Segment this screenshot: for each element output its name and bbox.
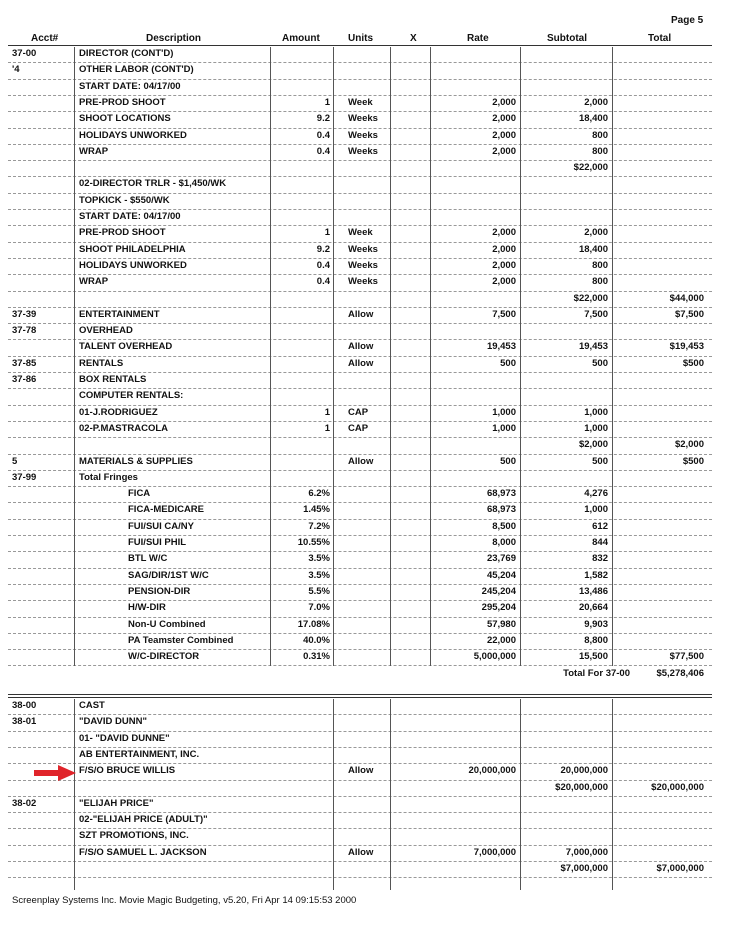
- cell-subtotal: $20,000,000: [555, 781, 608, 793]
- table-row: [0, 585, 735, 601]
- table-row: [0, 129, 735, 145]
- cell-rate: 2,000: [492, 145, 516, 157]
- cell-desc: TALENT OVERHEAD: [79, 341, 173, 353]
- header-rate: Rate: [467, 33, 489, 44]
- table-row: [0, 503, 735, 519]
- cell-subtotal: 15,500: [578, 651, 608, 663]
- cell-subtotal: 612: [592, 520, 608, 532]
- cell-rate: 295,204: [481, 602, 516, 614]
- cell-total: $77,500: [669, 651, 704, 663]
- cell-desc: START DATE: 04/17/00: [79, 80, 181, 92]
- table-row: [0, 243, 735, 259]
- cell-rate: 5,000,000: [473, 651, 516, 663]
- cell-acct: 38-02: [12, 797, 37, 809]
- table-row: [0, 292, 735, 308]
- cell-rate: 1,000: [492, 422, 516, 434]
- cast-rule-2: [8, 697, 712, 698]
- cell-amount: 0.31%: [303, 651, 330, 663]
- table-row: [0, 552, 735, 568]
- cell-subtotal: 832: [592, 553, 608, 565]
- cell-subtotal: 1,000: [584, 422, 608, 434]
- cell-amount: 5.5%: [308, 585, 330, 597]
- column-divider: [74, 699, 75, 890]
- cell-units: Weeks: [348, 259, 378, 271]
- cell-units: Allow: [348, 341, 374, 353]
- section-total-label: Total For 37-00: [563, 668, 630, 680]
- cell-subtotal: 9,903: [584, 618, 608, 630]
- page-number: Page 5: [671, 15, 704, 26]
- cell-rate: 245,204: [481, 585, 516, 597]
- cell-fringe: FICA-MEDICARE: [128, 504, 204, 516]
- cell-desc: AB ENTERTAINMENT, INC.: [79, 748, 200, 760]
- header-units: Units: [348, 33, 373, 44]
- table-row: [0, 275, 735, 291]
- table-row: [0, 618, 735, 634]
- cell-fringe: FICA: [128, 488, 151, 500]
- table-row: [0, 389, 735, 405]
- cell-acct: 37-39: [12, 308, 37, 320]
- cell-rate: 45,204: [486, 569, 516, 581]
- cell-rate: 2,000: [492, 96, 516, 108]
- cell-fringe: FUI/SUI CA/NY: [128, 520, 194, 532]
- table-row: [0, 715, 735, 731]
- table-row: [0, 373, 735, 389]
- cell-desc: MATERIALS & SUPPLIES: [79, 455, 193, 467]
- cell-desc: RENTALS: [79, 357, 124, 369]
- cell-units: Allow: [348, 308, 374, 320]
- cell-amount: 0.4: [316, 145, 330, 157]
- table-row: [0, 536, 735, 552]
- cell-units: Week: [348, 227, 373, 239]
- cell-amount: 9.2: [316, 243, 330, 255]
- header-acct: Acct#: [31, 33, 59, 44]
- cell-subtotal: 18,400: [578, 113, 608, 125]
- cell-acct: 5: [12, 455, 18, 467]
- cell-amount: 0.4: [316, 129, 330, 141]
- cell-desc: PRE-PROD SHOOT: [79, 96, 166, 108]
- column-divider: [520, 47, 521, 666]
- table-row: [0, 650, 735, 666]
- cell-desc: PRE-PROD SHOOT: [79, 227, 166, 239]
- section-total-row: [0, 667, 735, 683]
- column-divider: [430, 47, 431, 666]
- cell-subtotal: 800: [592, 259, 608, 271]
- column-divider: [612, 47, 613, 666]
- cell-rate: 7,000,000: [473, 846, 516, 858]
- cell-subtotal: 7,000,000: [565, 846, 608, 858]
- header-rule: [8, 45, 712, 46]
- cell-rate: 1,000: [492, 406, 516, 418]
- table-row: [0, 145, 735, 161]
- cell-amount: 40.0%: [303, 634, 330, 646]
- column-divider: [270, 47, 271, 666]
- cell-subtotal: $7,000,000: [560, 863, 608, 874]
- table-row: [0, 569, 735, 585]
- cell-subtotal: 800: [592, 276, 608, 288]
- cell-units: CAP: [348, 422, 369, 434]
- table-row: [0, 96, 735, 112]
- cell-amount: 7.2%: [308, 520, 330, 532]
- cell-acct: 38-01: [12, 716, 37, 728]
- table-row: [0, 601, 735, 617]
- table-row: [0, 699, 735, 715]
- cell-units: Weeks: [348, 113, 378, 125]
- cell-rate: 500: [500, 455, 516, 467]
- cell-subtotal: 1,582: [584, 569, 608, 581]
- cell-desc: 01-J.RODRIGUEZ: [79, 406, 158, 418]
- cell-rate: 19,453: [486, 341, 516, 353]
- cell-desc: WRAP: [79, 145, 109, 157]
- cell-fringe: PA Teamster Combined: [128, 634, 234, 646]
- cell-total: $500: [682, 357, 704, 369]
- cell-acct: 38-00: [12, 700, 37, 711]
- cell-fringe: PENSION-DIR: [128, 585, 191, 597]
- column-divider: [612, 699, 613, 890]
- cell-units: Allow: [348, 357, 374, 369]
- cell-amount: 9.2: [316, 113, 330, 125]
- cell-units: Week: [348, 96, 373, 108]
- table-row: [0, 438, 735, 454]
- column-divider: [74, 47, 75, 666]
- table-row: [0, 487, 735, 503]
- cell-units: Weeks: [348, 145, 378, 157]
- cell-amount: 17.08%: [297, 618, 330, 630]
- cell-fringe: BTL W/C: [128, 553, 168, 565]
- cell-subtotal: 20,000,000: [560, 765, 608, 777]
- column-divider: [333, 699, 334, 890]
- cell-desc: 02-"ELIJAH PRICE (ADULT)": [79, 814, 208, 826]
- cell-desc: ENTERTAINMENT: [79, 308, 160, 320]
- header-subtotal: Subtotal: [547, 33, 587, 44]
- cell-rate: 2,000: [492, 243, 516, 255]
- cell-subtotal: 20,664: [578, 602, 608, 614]
- table-row: [0, 829, 735, 845]
- cell-desc: SZT PROMOTIONS, INC.: [79, 830, 189, 842]
- table-row: [0, 80, 735, 96]
- cell-acct: '4: [12, 64, 20, 76]
- cell-subtotal: $22,000: [573, 162, 608, 174]
- column-divider: [390, 47, 391, 666]
- cell-amount: 1: [324, 406, 330, 418]
- table-row: [0, 748, 735, 764]
- cell-desc: "DAVID DUNN": [79, 716, 147, 728]
- cell-rate: 20,000,000: [468, 765, 516, 777]
- table-row: [0, 634, 735, 650]
- cell-rate: 2,000: [492, 276, 516, 288]
- table-row: [0, 47, 735, 63]
- cell-rate: 68,973: [486, 488, 516, 500]
- cell-total: $7,500: [674, 308, 704, 320]
- table-row: [0, 259, 735, 275]
- section-total-value: $5,278,406: [656, 668, 704, 680]
- cell-desc: 02-DIRECTOR TRLR - $1,450/WK: [79, 178, 227, 190]
- cell-amount: 1: [324, 227, 330, 239]
- cell-desc: F/S/O SAMUEL L. JACKSON: [79, 846, 207, 858]
- cell-desc: SHOOT LOCATIONS: [79, 113, 171, 125]
- cell-amount: 10.55%: [297, 537, 330, 548]
- cell-desc: CAST: [79, 700, 105, 711]
- cell-amount: 3.5%: [308, 553, 330, 565]
- cell-rate: 22,000: [486, 634, 516, 646]
- cell-desc: 01- "DAVID DUNNE": [79, 732, 170, 744]
- cell-fringe: W/C-DIRECTOR: [128, 651, 200, 663]
- cell-desc: Total Fringes: [79, 471, 138, 483]
- table-row: [0, 732, 735, 748]
- cell-subtotal: 7,500: [584, 308, 608, 320]
- cell-fringe: Non-U Combined: [128, 618, 206, 630]
- cell-desc: SHOOT PHILADELPHIA: [79, 243, 186, 255]
- column-divider: [520, 699, 521, 890]
- cell-amount: 6.2%: [308, 488, 330, 500]
- cell-desc: OVERHEAD: [79, 325, 133, 337]
- table-row: [0, 357, 735, 373]
- cell-subtotal: 8,800: [584, 634, 608, 646]
- table-row: [0, 177, 735, 193]
- cell-rate: 7,500: [492, 308, 516, 320]
- cell-subtotal: 13,486: [578, 585, 608, 597]
- header-x: X: [410, 33, 417, 44]
- cell-total: $20,000,000: [651, 781, 704, 793]
- cell-subtotal: 18,400: [578, 243, 608, 255]
- cell-total: $44,000: [669, 292, 704, 304]
- red-arrow-icon: [34, 765, 76, 781]
- table-row: [0, 862, 735, 878]
- table-row: [0, 813, 735, 829]
- cell-total: $7,000,000: [656, 863, 704, 874]
- row-divider: [8, 665, 712, 666]
- cast-rule: [8, 694, 712, 695]
- table-row: [0, 226, 735, 242]
- cell-rate: 2,000: [492, 227, 516, 239]
- cell-amount: 1: [324, 422, 330, 434]
- cell-rate: 2,000: [492, 259, 516, 271]
- cell-units: Allow: [348, 846, 374, 858]
- cell-desc: DIRECTOR (CONT'D): [79, 48, 174, 59]
- table-row: [0, 797, 735, 813]
- cell-total: $2,000: [674, 439, 704, 451]
- cell-subtotal: 1,000: [584, 406, 608, 418]
- cell-amount: 1.45%: [303, 504, 330, 516]
- table-row: [0, 764, 735, 780]
- cell-units: Weeks: [348, 276, 378, 288]
- cell-desc: F/S/O BRUCE WILLIS: [79, 765, 176, 777]
- cell-rate: 23,769: [486, 553, 516, 565]
- cell-units: Weeks: [348, 243, 378, 255]
- cell-subtotal: 500: [592, 357, 608, 369]
- table-row: [0, 210, 735, 226]
- cell-subtotal: $2,000: [578, 439, 608, 451]
- cell-rate: 2,000: [492, 129, 516, 141]
- cell-subtotal: 800: [592, 145, 608, 157]
- footer-text: Screenplay Systems Inc. Movie Magic Budgeting, v5.20, Fri Apr 14 09:15:53 2000: [12, 895, 357, 906]
- table-row: [0, 340, 735, 356]
- cell-acct: 37-00: [12, 48, 37, 59]
- table-row: [0, 422, 735, 438]
- cell-fringe: SAG/DIR/1ST W/C: [128, 569, 209, 581]
- header-total: Total: [648, 33, 672, 44]
- table-row: [0, 112, 735, 128]
- cell-desc: WRAP: [79, 276, 109, 288]
- table-row: [0, 520, 735, 536]
- cell-units: Allow: [348, 455, 374, 467]
- cell-subtotal: 800: [592, 129, 608, 141]
- table-row: [0, 63, 735, 79]
- cell-units: CAP: [348, 406, 369, 418]
- cell-rate: 2,000: [492, 113, 516, 125]
- cell-rate: 68,973: [486, 504, 516, 516]
- cell-total: $19,453: [669, 341, 704, 353]
- column-divider: [390, 699, 391, 890]
- table-row: [0, 324, 735, 340]
- cell-subtotal: 1,000: [584, 504, 608, 516]
- cell-amount: 3.5%: [308, 569, 330, 581]
- cell-desc: HOLIDAYS UNWORKED: [79, 129, 187, 141]
- cell-acct: 37-78: [12, 325, 37, 337]
- cell-subtotal: 19,453: [578, 341, 608, 353]
- cell-amount: 7.0%: [308, 602, 330, 614]
- table-row: [0, 471, 735, 487]
- table-row: [0, 781, 735, 797]
- cell-subtotal: 2,000: [584, 96, 608, 108]
- table-row: [0, 455, 735, 471]
- cell-subtotal: $22,000: [573, 292, 608, 304]
- cell-desc: COMPUTER RENTALS:: [79, 390, 184, 402]
- table-row: [0, 846, 735, 862]
- cell-subtotal: 500: [592, 455, 608, 467]
- cell-desc: START DATE: 04/17/00: [79, 211, 181, 222]
- header-amount: Amount: [282, 33, 320, 44]
- cell-subtotal: 844: [592, 537, 608, 548]
- cell-amount: 0.4: [316, 276, 330, 288]
- cell-total: $500: [682, 455, 704, 467]
- cell-desc: 02-P.MASTRACOLA: [79, 422, 169, 434]
- cell-desc: BOX RENTALS: [79, 374, 147, 385]
- header-description: Description: [146, 33, 202, 44]
- cell-subtotal: 4,276: [584, 488, 608, 500]
- cell-acct: 37-85: [12, 357, 37, 369]
- cell-amount: 0.4: [316, 259, 330, 271]
- cell-fringe: FUI/SUI PHIL: [128, 537, 187, 548]
- cell-units: Weeks: [348, 129, 378, 141]
- cell-desc: HOLIDAYS UNWORKED: [79, 259, 187, 271]
- cell-units: Allow: [348, 765, 374, 777]
- cell-desc: OTHER LABOR (CONT'D): [79, 64, 194, 76]
- cell-rate: 8,500: [492, 520, 516, 532]
- table-row: [0, 194, 735, 210]
- cell-amount: 1: [324, 96, 330, 108]
- table-row: [0, 161, 735, 177]
- column-divider: [333, 47, 334, 666]
- cell-rate: 500: [500, 357, 516, 369]
- cell-desc: TOPKICK - $550/WK: [79, 194, 170, 206]
- cell-rate: 8,000: [492, 537, 516, 548]
- cell-acct: 37-86: [12, 374, 37, 385]
- cell-acct: 37-99: [12, 471, 37, 483]
- cell-fringe: H/W-DIR: [128, 602, 166, 614]
- table-row: [0, 406, 735, 422]
- cell-subtotal: 2,000: [584, 227, 608, 239]
- row-divider: [8, 877, 712, 878]
- cell-rate: 57,980: [486, 618, 516, 630]
- cell-desc: "ELIJAH PRICE": [79, 797, 154, 809]
- table-row: [0, 308, 735, 324]
